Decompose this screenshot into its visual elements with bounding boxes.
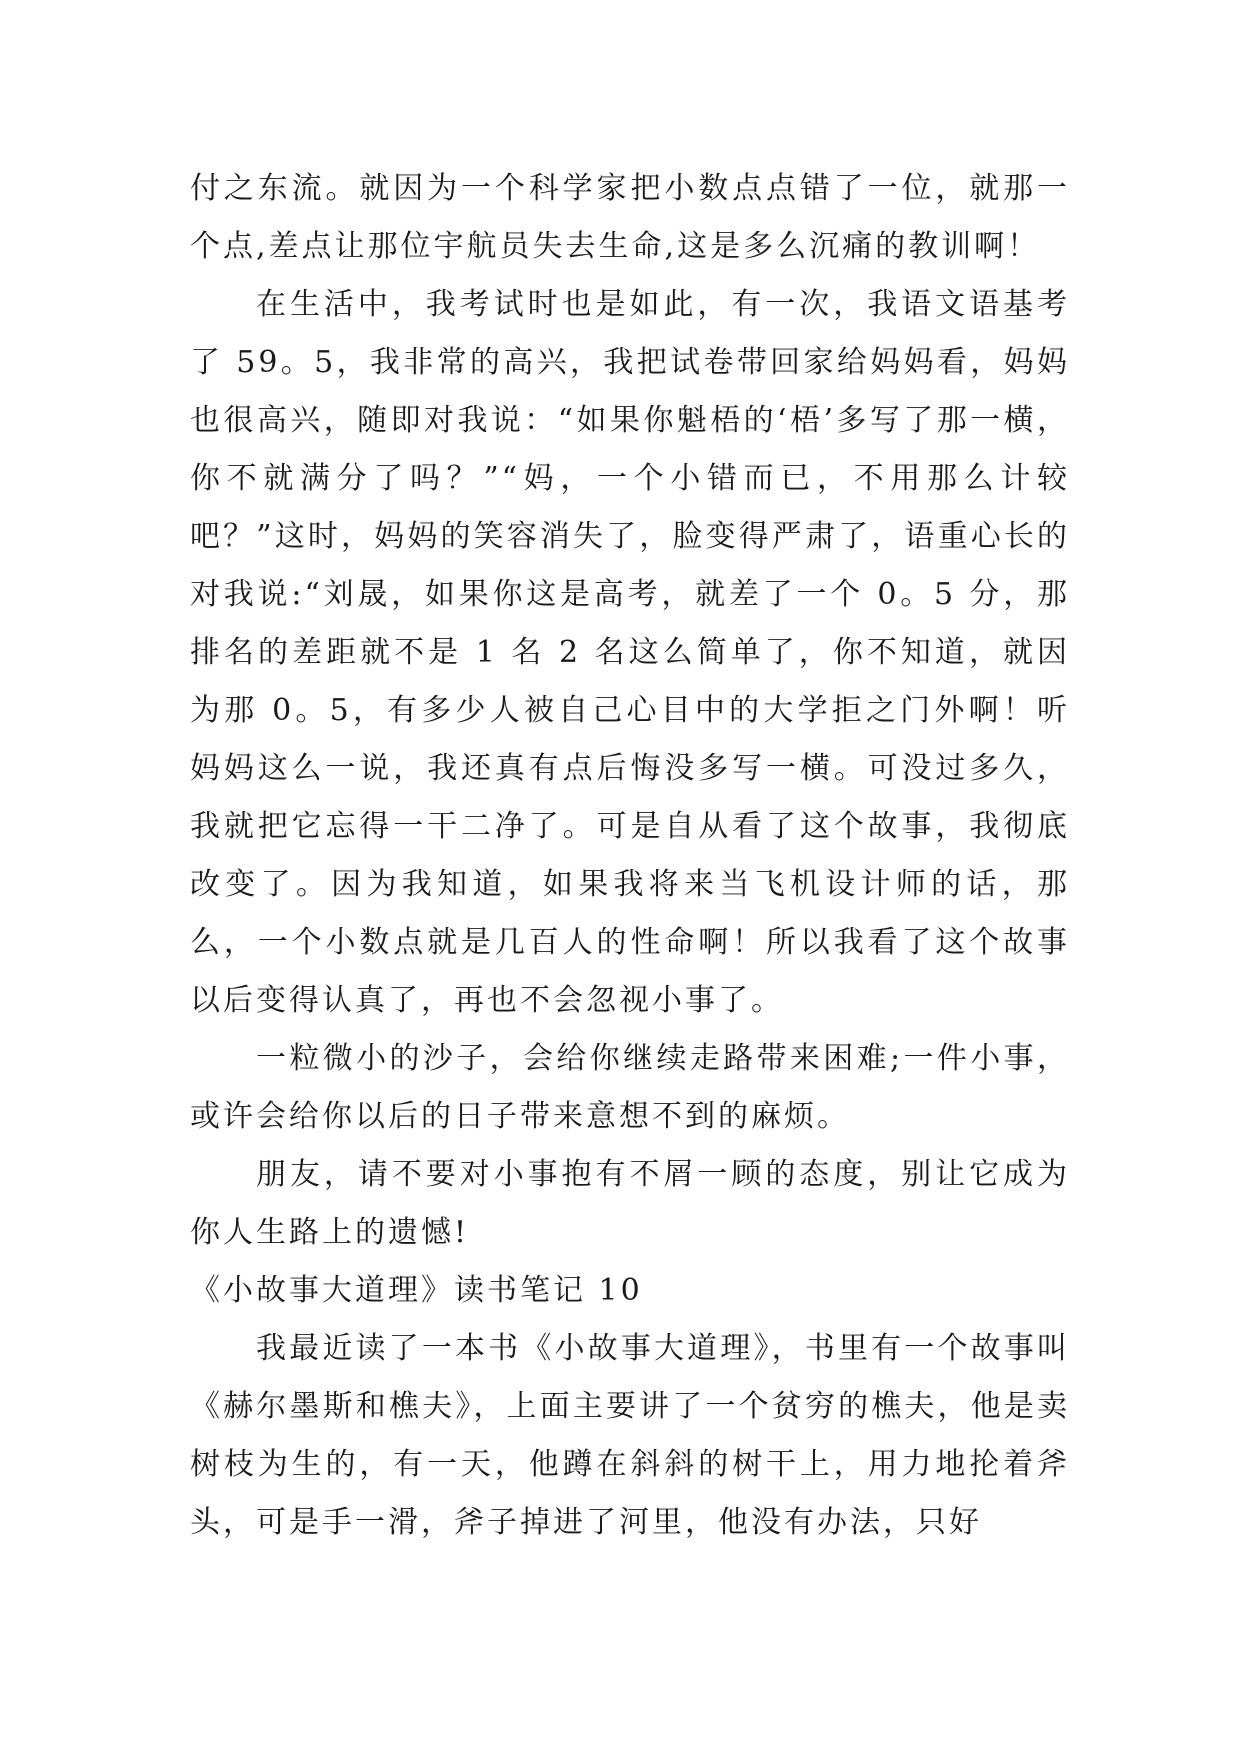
paragraph-exam-story: 在生活中，我考试时也是如此，有一次，我语文语基考了 59。5，我非常的高兴，我把试卷带回家给妈妈看，妈妈也很高兴，随即对我说：“如果你魁梧的‘梧’多写了那一横，你不就满分了吗？”“妈，一个小错而已，不用那么计较吧？”这时，妈妈的笑容消失了，脸变得严肃了，语重心长的对我说:“刘晟，如果你这是高考，就差了一个 0。5 分，那排名的差距就不是 1 名 2 名这么简单了，你不知道，就因为那 0。5，有多少人被自己心目中的大学拒之门外啊！听妈妈这么一说，我还真有点后悔没多写一横。可没过多久，我就把它忘得一干二净了。可是自从看了这个故事，我彻底改变了。因为我知道，如果我将来当飞机设计师的话，那么，一个小数点就是几百人的性命啊！所以我看了这个故事以后变得认真了，再也不会忽视小事了。 [190,287,1070,1018]
paragraph-sand-analogy: 一粒微小的沙子，会给你继续走路带来困难;一件小事，或许会给你以后的日子带来意想不到的麻烦。 [190,1041,1070,1134]
paragraph-continuation: 付之东流。就因为一个科学家把小数点点错了一位，就那一个点,差点让那位宇航员失去生命,这是多么沉痛的教训啊！ [190,171,1070,264]
document-body [190,160,1070,1552]
section-heading: 《小故事大道理》读书笔记 10 [190,1273,643,1308]
paragraph-new-section: 我最近读了一本书《小故事大道理》，书里有一个故事叫《赫尔墨斯和樵夫》，上面主要讲了一个贫穷的樵夫，他是卖树枝为生的，有一天，他蹲在斜斜的树干上，用力地抡着斧头，可是手一滑，斧子掉进了河里，他没有办法，只好 [190,1331,1070,1540]
paragraph-closing: 朋友，请不要对小事抱有不屑一顾的态度，别让它成为你人生路上的遗憾! [190,1157,1070,1250]
